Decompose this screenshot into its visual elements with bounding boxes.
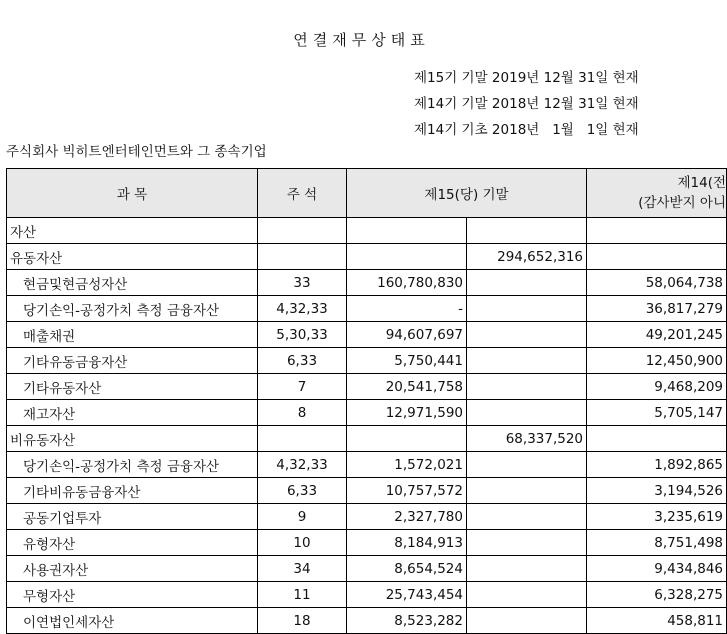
row-current-subtotal	[467, 296, 587, 322]
row-note: 18	[258, 608, 347, 634]
row-item-name: 매출채권	[7, 322, 258, 348]
row-prior-value: 9,468,209	[587, 374, 727, 400]
row-item-name: 기타유동금융자산	[7, 348, 258, 374]
row-current-detail	[347, 426, 467, 452]
table-row	[7, 478, 727, 504]
row-prior-value: 58,064,738	[587, 270, 727, 296]
row-item-name: 이연법인세자산	[7, 608, 258, 634]
row-prior-value	[587, 244, 727, 270]
header-item: 과 목	[7, 169, 258, 218]
row-current-subtotal	[467, 478, 587, 504]
statement-title: 연결재무상태표	[293, 31, 430, 49]
table-row	[7, 608, 727, 634]
company-name: 주식회사 빅히트엔터테인먼트와 그 종속기업	[6, 144, 267, 160]
row-current-subtotal	[467, 452, 587, 478]
row-note: 8	[258, 400, 347, 426]
period-line-current: 제15기 기말 2019년 12월 31일 현재	[414, 70, 639, 86]
row-item-name: 자산	[7, 218, 258, 244]
row-current-subtotal	[467, 556, 587, 582]
row-prior-value	[587, 218, 727, 244]
row-current-subtotal	[467, 504, 587, 530]
row-item-name: 당기손익-공정가치 측정 금융자산	[7, 296, 258, 322]
row-current-subtotal	[467, 374, 587, 400]
row-prior-value: 9,434,846	[587, 556, 727, 582]
table-row	[7, 322, 727, 348]
row-note: 7	[258, 374, 347, 400]
row-current-detail: 160,780,830	[347, 270, 467, 296]
row-note	[258, 426, 347, 452]
row-current-subtotal: 68,337,520	[467, 426, 587, 452]
row-item-name: 사용권자산	[7, 556, 258, 582]
header-row	[7, 169, 727, 218]
row-current-detail: 2,327,780	[347, 504, 467, 530]
row-current-detail: -	[347, 296, 467, 322]
row-current-subtotal	[467, 608, 587, 634]
table-row	[7, 348, 727, 374]
row-note	[258, 218, 347, 244]
table-row	[7, 452, 727, 478]
row-current-subtotal: 294,652,316	[467, 244, 587, 270]
row-prior-value: 8,751,498	[587, 530, 727, 556]
period-line-prior-end: 제14기 기말 2018년 12월 31일 현재	[414, 96, 639, 112]
table-row	[7, 374, 727, 400]
row-prior-value: 1,892,865	[587, 452, 727, 478]
row-current-detail: 5,750,441	[347, 348, 467, 374]
row-item-name: 재고자산	[7, 400, 258, 426]
row-note	[258, 244, 347, 270]
row-item-name: 기타비유동금융자산	[7, 478, 258, 504]
row-prior-value: 49,201,245	[587, 322, 727, 348]
row-prior-value: 5,705,147	[587, 400, 727, 426]
row-prior-value: 458,811	[587, 608, 727, 634]
row-current-subtotal	[467, 322, 587, 348]
row-item-name: 현금및현금성자산	[7, 270, 258, 296]
row-current-subtotal	[467, 348, 587, 374]
row-prior-value: 6,328,275	[587, 582, 727, 608]
row-prior-value: 3,194,526	[587, 478, 727, 504]
table-row	[7, 270, 727, 296]
balance-sheet-table	[6, 168, 727, 634]
header-note: 주 석	[258, 169, 347, 218]
row-prior-value: 3,235,619	[587, 504, 727, 530]
header-prior-line2: (감사받지 아니	[638, 195, 727, 211]
row-current-detail: 1,572,021	[347, 452, 467, 478]
row-note: 4,32,33	[258, 296, 347, 322]
header-prior-line1: 제14(전	[677, 175, 727, 191]
row-current-subtotal	[467, 270, 587, 296]
row-current-subtotal	[467, 530, 587, 556]
row-current-detail: 8,523,282	[347, 608, 467, 634]
row-item-name: 기타유동자산	[7, 374, 258, 400]
row-current-detail: 94,607,697	[347, 322, 467, 348]
table-row	[7, 556, 727, 582]
row-item-name: 유동자산	[7, 244, 258, 270]
row-note: 9	[258, 504, 347, 530]
row-current-detail: 8,654,524	[347, 556, 467, 582]
row-current-detail: 10,757,572	[347, 478, 467, 504]
row-note: 6,33	[258, 478, 347, 504]
header-current-period: 제15(당) 기말	[347, 169, 587, 218]
row-current-detail: 12,971,590	[347, 400, 467, 426]
row-current-subtotal	[467, 400, 587, 426]
row-prior-value	[587, 426, 727, 452]
row-current-detail	[347, 218, 467, 244]
period-line-prior-start: 제14기 기초 2018년 1월 1일 현재	[414, 122, 639, 138]
row-item-name: 유형자산	[7, 530, 258, 556]
table-row	[7, 400, 727, 426]
row-item-name: 당기손익-공정가치 측정 금융자산	[7, 452, 258, 478]
row-current-detail: 20,541,758	[347, 374, 467, 400]
table-row	[7, 504, 727, 530]
table-row	[7, 218, 727, 244]
row-prior-value: 12,450,900	[587, 348, 727, 374]
table-row	[7, 426, 727, 452]
row-note: 33	[258, 270, 347, 296]
row-current-detail: 25,743,454	[347, 582, 467, 608]
row-note: 4,32,33	[258, 452, 347, 478]
row-current-detail	[347, 244, 467, 270]
row-item-name: 무형자산	[7, 582, 258, 608]
row-note: 5,30,33	[258, 322, 347, 348]
row-current-subtotal	[467, 582, 587, 608]
row-current-subtotal	[467, 218, 587, 244]
row-note: 34	[258, 556, 347, 582]
row-item-name: 공동기업투자	[7, 504, 258, 530]
row-note: 10	[258, 530, 347, 556]
table-row	[7, 582, 727, 608]
table-row	[7, 244, 727, 270]
row-item-name: 비유동자산	[7, 426, 258, 452]
row-note: 6,33	[258, 348, 347, 374]
row-current-detail: 8,184,913	[347, 530, 467, 556]
row-note: 11	[258, 582, 347, 608]
row-prior-value: 36,817,279	[587, 296, 727, 322]
table-row	[7, 530, 727, 556]
header-prior-period	[587, 169, 727, 218]
table-row	[7, 296, 727, 322]
